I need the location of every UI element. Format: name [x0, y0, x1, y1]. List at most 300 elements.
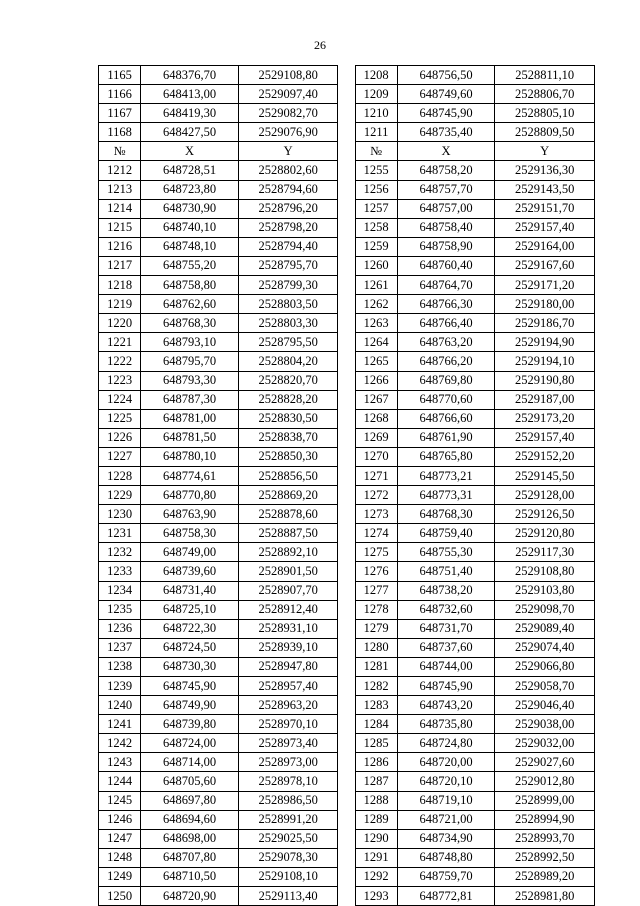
x-coordinate-cell: 648734,90 — [397, 829, 495, 848]
y-coordinate-cell: 2529157,40 — [495, 428, 595, 447]
x-coordinate-cell: 648758,80 — [141, 276, 239, 295]
table-row — [99, 887, 595, 906]
table-row — [99, 867, 595, 886]
column-gap — [338, 753, 355, 772]
y-coordinate-cell: 2529145,50 — [495, 466, 595, 485]
column-gap — [338, 619, 355, 638]
x-coordinate-cell: 648749,60 — [397, 85, 495, 104]
point-number-cell: 1214 — [99, 199, 141, 218]
column-gap — [338, 810, 355, 829]
y-coordinate-cell: 2529108,10 — [238, 867, 338, 886]
x-coordinate-cell: 648732,60 — [397, 600, 495, 619]
column-gap — [338, 237, 355, 256]
x-coordinate-cell: 648728,51 — [141, 161, 239, 180]
y-coordinate-cell: 2529187,00 — [495, 390, 595, 409]
y-coordinate-cell: 2528838,70 — [238, 428, 338, 447]
y-coordinate-cell: 2529089,40 — [495, 619, 595, 638]
x-coordinate-cell: 648744,00 — [397, 657, 495, 676]
x-coordinate-cell: 648735,80 — [397, 715, 495, 734]
column-gap — [338, 295, 355, 314]
point-number-cell: 1240 — [99, 696, 141, 715]
column-gap — [338, 677, 355, 696]
y-coordinate-cell: 2529113,40 — [238, 887, 338, 906]
point-number-cell: 1269 — [355, 428, 397, 447]
point-number-cell: 1208 — [355, 66, 397, 85]
table-row — [99, 638, 595, 657]
point-number-cell: 1235 — [99, 600, 141, 619]
column-gap — [338, 352, 355, 371]
y-coordinate-cell: 2529128,00 — [495, 486, 595, 505]
point-number-cell: 1283 — [355, 696, 397, 715]
point-number-cell: 1217 — [99, 256, 141, 275]
column-gap — [338, 581, 355, 600]
y-coordinate-cell: 2528795,70 — [238, 256, 338, 275]
point-number-cell: 1233 — [99, 562, 141, 581]
x-coordinate-cell: 648780,10 — [141, 447, 239, 466]
y-coordinate-cell: 2528803,50 — [238, 295, 338, 314]
column-gap — [338, 256, 355, 275]
point-number-cell: 1165 — [99, 66, 141, 85]
y-header: Y — [238, 142, 338, 161]
y-coordinate-cell: 2529108,80 — [495, 562, 595, 581]
x-coordinate-cell: 648737,60 — [397, 638, 495, 657]
x-coordinate-cell: 648757,00 — [397, 199, 495, 218]
y-coordinate-cell: 2529194,10 — [495, 352, 595, 371]
y-coordinate-cell: 2529098,70 — [495, 600, 595, 619]
point-number-cell: 1293 — [355, 887, 397, 906]
y-coordinate-cell: 2528878,60 — [238, 505, 338, 524]
y-coordinate-cell: 2528973,00 — [238, 753, 338, 772]
x-coordinate-cell: 648427,50 — [141, 123, 239, 142]
point-number-cell: 1271 — [355, 466, 397, 485]
point-number-cell: 1221 — [99, 333, 141, 352]
x-coordinate-cell: 648724,00 — [141, 734, 239, 753]
point-number-cell: 1243 — [99, 753, 141, 772]
y-coordinate-cell: 2529103,80 — [495, 581, 595, 600]
table-row — [99, 295, 595, 314]
column-gap — [338, 486, 355, 505]
table-row — [99, 199, 595, 218]
point-number-cell: 1234 — [99, 581, 141, 600]
column-gap — [338, 543, 355, 562]
column-gap — [338, 123, 355, 142]
point-number-cell: 1244 — [99, 772, 141, 791]
y-coordinate-cell: 2528947,80 — [238, 657, 338, 676]
point-number-cell: 1229 — [99, 486, 141, 505]
point-number-cell: 1281 — [355, 657, 397, 676]
y-coordinate-cell: 2528992,50 — [495, 848, 595, 867]
x-coordinate-cell: 648773,31 — [397, 486, 495, 505]
column-gap — [338, 161, 355, 180]
point-number-cell: 1287 — [355, 772, 397, 791]
column-gap — [338, 66, 355, 85]
x-coordinate-cell: 648758,40 — [397, 218, 495, 237]
table-row — [99, 409, 595, 428]
x-coordinate-cell: 648735,40 — [397, 123, 495, 142]
table-row — [99, 180, 595, 199]
x-coordinate-cell: 648764,70 — [397, 276, 495, 295]
point-number-cell: 1213 — [99, 180, 141, 199]
y-coordinate-cell: 2529097,40 — [238, 85, 338, 104]
point-number-cell: 1263 — [355, 314, 397, 333]
point-number-cell: 1275 — [355, 543, 397, 562]
x-coordinate-cell: 648758,20 — [397, 161, 495, 180]
x-coordinate-cell: 648748,10 — [141, 237, 239, 256]
table-row — [99, 371, 595, 390]
x-coordinate-cell: 648731,40 — [141, 581, 239, 600]
y-coordinate-cell: 2529186,70 — [495, 314, 595, 333]
point-number-cell: 1236 — [99, 619, 141, 638]
table-row — [99, 218, 595, 237]
point-number-cell: 1278 — [355, 600, 397, 619]
y-coordinate-cell: 2529074,40 — [495, 638, 595, 657]
point-number-cell: 1267 — [355, 390, 397, 409]
x-coordinate-cell: 648740,10 — [141, 218, 239, 237]
point-number-cell: 1264 — [355, 333, 397, 352]
x-coordinate-cell: 648763,90 — [141, 505, 239, 524]
y-coordinate-cell: 2529076,90 — [238, 123, 338, 142]
column-gap — [338, 734, 355, 753]
table-row — [99, 161, 595, 180]
y-coordinate-cell: 2529038,00 — [495, 715, 595, 734]
x-coordinate-cell: 648376,70 — [141, 66, 239, 85]
point-number-cell: 1289 — [355, 810, 397, 829]
point-number-cell: 1224 — [99, 390, 141, 409]
y-header: Y — [495, 142, 595, 161]
x-coordinate-cell: 648724,80 — [397, 734, 495, 753]
table-row — [99, 524, 595, 543]
y-coordinate-cell: 2528991,20 — [238, 810, 338, 829]
x-coordinate-cell: 648739,60 — [141, 562, 239, 581]
point-number-cell: 1212 — [99, 161, 141, 180]
point-number-cell: 1257 — [355, 199, 397, 218]
point-number-cell: 1209 — [355, 85, 397, 104]
x-coordinate-cell: 648763,20 — [397, 333, 495, 352]
y-coordinate-cell: 2528989,20 — [495, 867, 595, 886]
point-number-cell: 1250 — [99, 887, 141, 906]
point-number-cell: 1272 — [355, 486, 397, 505]
table-row — [99, 486, 595, 505]
x-coordinate-cell: 648755,20 — [141, 256, 239, 275]
column-gap — [338, 85, 355, 104]
column-gap — [338, 772, 355, 791]
y-coordinate-cell: 2529032,00 — [495, 734, 595, 753]
y-coordinate-cell: 2528994,90 — [495, 810, 595, 829]
y-coordinate-cell: 2528892,10 — [238, 543, 338, 562]
column-gap — [338, 867, 355, 886]
y-coordinate-cell: 2529157,40 — [495, 218, 595, 237]
column-gap — [338, 696, 355, 715]
y-coordinate-cell: 2528981,80 — [495, 887, 595, 906]
table-row — [99, 848, 595, 867]
x-coordinate-cell: 648749,90 — [141, 696, 239, 715]
table-row — [99, 734, 595, 753]
point-number-cell: 1247 — [99, 829, 141, 848]
point-number-cell: 1290 — [355, 829, 397, 848]
column-gap — [338, 887, 355, 906]
y-coordinate-cell: 2529078,30 — [238, 848, 338, 867]
point-number-cell: 1286 — [355, 753, 397, 772]
y-coordinate-cell: 2528828,20 — [238, 390, 338, 409]
point-number-cell: 1166 — [99, 85, 141, 104]
point-number-cell: 1222 — [99, 352, 141, 371]
x-coordinate-cell: 648756,50 — [397, 66, 495, 85]
y-coordinate-cell: 2529025,50 — [238, 829, 338, 848]
x-coordinate-cell: 648758,30 — [141, 524, 239, 543]
y-coordinate-cell: 2529117,30 — [495, 543, 595, 562]
column-gap — [338, 276, 355, 295]
x-coordinate-cell: 648705,60 — [141, 772, 239, 791]
point-number-cell: 1288 — [355, 791, 397, 810]
column-gap — [338, 524, 355, 543]
point-number-cell: 1225 — [99, 409, 141, 428]
x-coordinate-cell: 648731,70 — [397, 619, 495, 638]
x-coordinate-cell: 648787,30 — [141, 390, 239, 409]
table-row — [99, 352, 595, 371]
point-number-cell: 1279 — [355, 619, 397, 638]
y-coordinate-cell: 2528931,10 — [238, 619, 338, 638]
y-coordinate-cell: 2529143,50 — [495, 180, 595, 199]
y-coordinate-cell: 2529120,80 — [495, 524, 595, 543]
point-number-cell: 1227 — [99, 447, 141, 466]
number-header: № — [99, 142, 141, 161]
point-number-cell: 1270 — [355, 447, 397, 466]
y-coordinate-cell: 2529058,70 — [495, 677, 595, 696]
point-number-cell: 1285 — [355, 734, 397, 753]
y-coordinate-cell: 2528798,20 — [238, 218, 338, 237]
y-coordinate-cell: 2528796,20 — [238, 199, 338, 218]
y-coordinate-cell: 2529012,80 — [495, 772, 595, 791]
y-coordinate-cell: 2528912,40 — [238, 600, 338, 619]
table-row — [99, 657, 595, 676]
y-coordinate-cell: 2528993,70 — [495, 829, 595, 848]
point-number-cell: 1255 — [355, 161, 397, 180]
x-coordinate-cell: 648710,50 — [141, 867, 239, 886]
column-gap — [338, 142, 355, 161]
x-coordinate-cell: 648772,81 — [397, 887, 495, 906]
x-coordinate-cell: 648721,00 — [397, 810, 495, 829]
column-gap — [338, 848, 355, 867]
table-row — [99, 753, 595, 772]
x-coordinate-cell: 648745,90 — [397, 104, 495, 123]
point-number-cell: 1246 — [99, 810, 141, 829]
y-coordinate-cell: 2528830,50 — [238, 409, 338, 428]
x-coordinate-cell: 648724,50 — [141, 638, 239, 657]
table-row — [99, 256, 595, 275]
point-number-cell: 1273 — [355, 505, 397, 524]
x-coordinate-cell: 648714,00 — [141, 753, 239, 772]
x-coordinate-cell: 648781,50 — [141, 428, 239, 447]
point-number-cell: 1284 — [355, 715, 397, 734]
column-gap — [338, 829, 355, 848]
x-coordinate-cell: 648745,90 — [141, 677, 239, 696]
column-gap — [338, 371, 355, 390]
y-coordinate-cell: 2528999,00 — [495, 791, 595, 810]
table-row — [99, 715, 595, 734]
x-coordinate-cell: 648755,30 — [397, 543, 495, 562]
y-coordinate-cell: 2528907,70 — [238, 581, 338, 600]
x-coordinate-cell: 648768,30 — [141, 314, 239, 333]
table-row — [99, 276, 595, 295]
column-gap — [338, 657, 355, 676]
x-coordinate-cell: 648768,30 — [397, 505, 495, 524]
point-number-cell: 1280 — [355, 638, 397, 657]
point-number-cell: 1228 — [99, 466, 141, 485]
x-coordinate-cell: 648759,40 — [397, 524, 495, 543]
x-coordinate-cell: 648730,90 — [141, 199, 239, 218]
x-coordinate-cell: 648793,10 — [141, 333, 239, 352]
point-number-cell: 1274 — [355, 524, 397, 543]
y-coordinate-cell: 2529126,50 — [495, 505, 595, 524]
column-gap — [338, 505, 355, 524]
x-coordinate-cell: 648761,90 — [397, 428, 495, 447]
x-coordinate-cell: 648769,80 — [397, 371, 495, 390]
x-coordinate-cell: 648722,30 — [141, 619, 239, 638]
y-coordinate-cell: 2528856,50 — [238, 466, 338, 485]
x-coordinate-cell: 648766,30 — [397, 295, 495, 314]
table-row — [99, 428, 595, 447]
x-header: X — [141, 142, 239, 161]
y-coordinate-cell: 2528805,10 — [495, 104, 595, 123]
point-number-cell: 1282 — [355, 677, 397, 696]
x-coordinate-cell: 648781,00 — [141, 409, 239, 428]
y-coordinate-cell: 2529194,90 — [495, 333, 595, 352]
x-coordinate-cell: 648720,10 — [397, 772, 495, 791]
x-coordinate-cell: 648770,80 — [141, 486, 239, 505]
x-coordinate-cell: 648762,60 — [141, 295, 239, 314]
table-row — [99, 314, 595, 333]
column-gap — [338, 314, 355, 333]
x-header: X — [397, 142, 495, 161]
table-row — [99, 829, 595, 848]
y-coordinate-cell: 2528970,10 — [238, 715, 338, 734]
x-coordinate-cell: 648766,20 — [397, 352, 495, 371]
column-gap — [338, 600, 355, 619]
table-row — [99, 123, 595, 142]
x-coordinate-cell: 648723,80 — [141, 180, 239, 199]
point-number-cell: 1291 — [355, 848, 397, 867]
point-number-cell: 1260 — [355, 256, 397, 275]
x-coordinate-cell: 648748,80 — [397, 848, 495, 867]
y-coordinate-cell: 2528901,50 — [238, 562, 338, 581]
y-coordinate-cell: 2528794,40 — [238, 237, 338, 256]
x-coordinate-cell: 648720,00 — [397, 753, 495, 772]
point-number-cell: 1230 — [99, 505, 141, 524]
y-coordinate-cell: 2529066,80 — [495, 657, 595, 676]
point-number-cell: 1220 — [99, 314, 141, 333]
y-coordinate-cell: 2528806,70 — [495, 85, 595, 104]
point-number-cell: 1256 — [355, 180, 397, 199]
point-number-cell: 1226 — [99, 428, 141, 447]
x-coordinate-cell: 648758,90 — [397, 237, 495, 256]
y-coordinate-cell: 2529164,00 — [495, 237, 595, 256]
column-gap — [338, 199, 355, 218]
x-coordinate-cell: 648774,61 — [141, 466, 239, 485]
point-number-cell: 1218 — [99, 276, 141, 295]
table-row — [99, 581, 595, 600]
y-coordinate-cell: 2528963,20 — [238, 696, 338, 715]
table-row — [99, 543, 595, 562]
column-gap — [338, 791, 355, 810]
point-number-cell: 1216 — [99, 237, 141, 256]
point-number-cell: 1219 — [99, 295, 141, 314]
point-number-cell: 1266 — [355, 371, 397, 390]
y-coordinate-cell: 2529108,80 — [238, 66, 338, 85]
y-coordinate-cell: 2528986,50 — [238, 791, 338, 810]
table-header-row — [99, 142, 595, 161]
table-row — [99, 772, 595, 791]
point-number-cell: 1245 — [99, 791, 141, 810]
x-coordinate-cell: 648765,80 — [397, 447, 495, 466]
number-header: № — [355, 142, 397, 161]
table-row — [99, 696, 595, 715]
point-number-cell: 1259 — [355, 237, 397, 256]
y-coordinate-cell: 2528978,10 — [238, 772, 338, 791]
column-gap — [338, 180, 355, 199]
table-row — [99, 237, 595, 256]
x-coordinate-cell: 648419,30 — [141, 104, 239, 123]
y-coordinate-cell: 2528957,40 — [238, 677, 338, 696]
x-coordinate-cell: 648730,30 — [141, 657, 239, 676]
column-gap — [338, 715, 355, 734]
point-number-cell: 1265 — [355, 352, 397, 371]
y-coordinate-cell: 2528799,30 — [238, 276, 338, 295]
column-gap — [338, 638, 355, 657]
y-coordinate-cell: 2528794,60 — [238, 180, 338, 199]
y-coordinate-cell: 2528887,50 — [238, 524, 338, 543]
column-gap — [338, 562, 355, 581]
column-gap — [338, 390, 355, 409]
point-number-cell: 1223 — [99, 371, 141, 390]
point-number-cell: 1232 — [99, 543, 141, 562]
y-coordinate-cell: 2528795,50 — [238, 333, 338, 352]
table-row — [99, 390, 595, 409]
point-number-cell: 1268 — [355, 409, 397, 428]
point-number-cell: 1277 — [355, 581, 397, 600]
y-coordinate-cell: 2528802,60 — [238, 161, 338, 180]
x-coordinate-cell: 648773,21 — [397, 466, 495, 485]
x-coordinate-cell: 648739,80 — [141, 715, 239, 734]
x-coordinate-cell: 648757,70 — [397, 180, 495, 199]
x-coordinate-cell: 648738,20 — [397, 581, 495, 600]
point-number-cell: 1231 — [99, 524, 141, 543]
point-number-cell: 1239 — [99, 677, 141, 696]
x-coordinate-cell: 648751,40 — [397, 562, 495, 581]
x-coordinate-cell: 648745,90 — [397, 677, 495, 696]
x-coordinate-cell: 648766,60 — [397, 409, 495, 428]
y-coordinate-cell: 2528973,40 — [238, 734, 338, 753]
y-coordinate-cell: 2529152,20 — [495, 447, 595, 466]
x-coordinate-cell: 648707,80 — [141, 848, 239, 867]
x-coordinate-cell: 648743,20 — [397, 696, 495, 715]
point-number-cell: 1249 — [99, 867, 141, 886]
column-gap — [338, 333, 355, 352]
point-number-cell: 1237 — [99, 638, 141, 657]
column-gap — [338, 466, 355, 485]
x-coordinate-cell: 648760,40 — [397, 256, 495, 275]
table-row — [99, 600, 595, 619]
table-row — [99, 66, 595, 85]
table-row — [99, 85, 595, 104]
y-coordinate-cell: 2528803,30 — [238, 314, 338, 333]
y-coordinate-cell: 2529046,40 — [495, 696, 595, 715]
point-number-cell: 1238 — [99, 657, 141, 676]
column-gap — [338, 409, 355, 428]
table-row — [99, 677, 595, 696]
y-coordinate-cell: 2529171,20 — [495, 276, 595, 295]
point-number-cell: 1167 — [99, 104, 141, 123]
y-coordinate-cell: 2528804,20 — [238, 352, 338, 371]
